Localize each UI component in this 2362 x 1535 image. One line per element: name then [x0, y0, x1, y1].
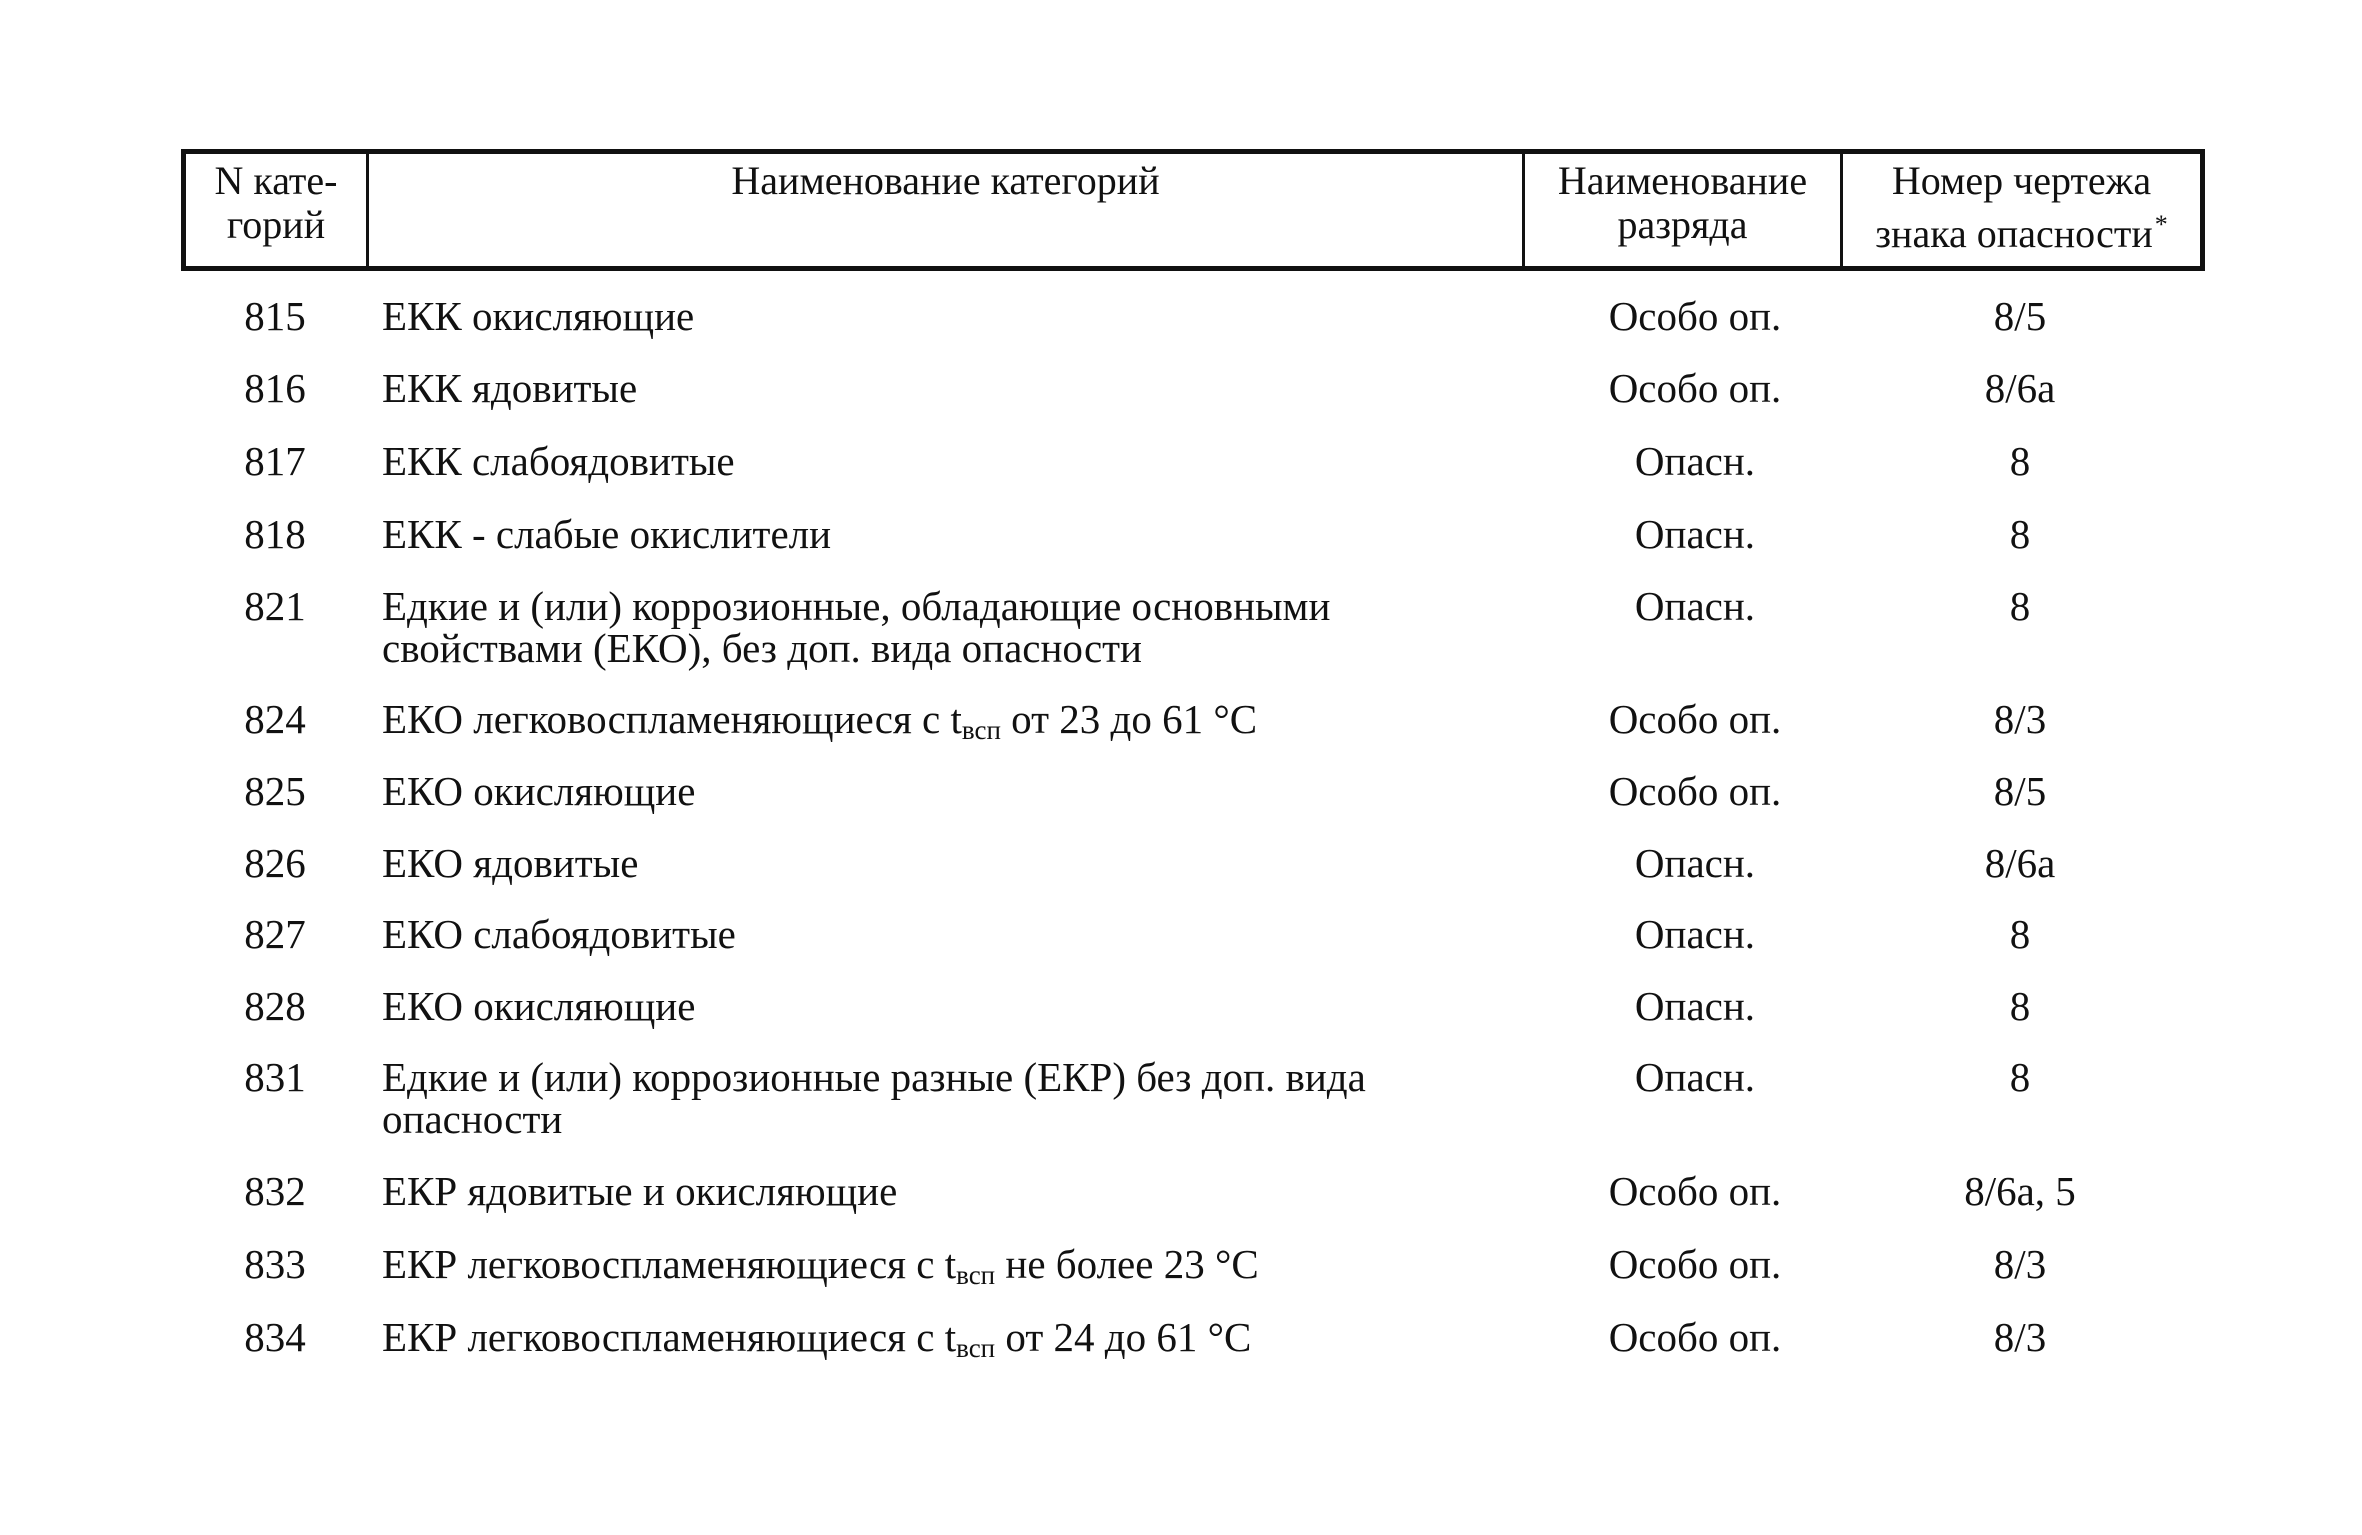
sign-drawing-number: 8/3 [1993, 1314, 2047, 1360]
category-name: ЕКР легковоспламеняющиеся с $t_{всп}$ от 24 до 61 °С [382, 1314, 1252, 1363]
category-name: ЕКК окисляющие [382, 293, 695, 339]
sign-drawing-number: 8 [2009, 1054, 2031, 1100]
category-name: ЕКК ядовитые [382, 365, 638, 411]
rank-name: Особо оп. [1608, 365, 1782, 411]
category-number: 824 [244, 696, 306, 742]
header-category-number: N кате- горий [214, 158, 338, 247]
header-rank-name: Наименование разряда [1557, 158, 1808, 247]
rank-name: Особо оп. [1608, 293, 1782, 339]
sign-drawing-number: 8 [2009, 983, 2031, 1029]
category-number: 828 [244, 983, 306, 1029]
rank-name: Особо оп. [1608, 696, 1782, 742]
sign-drawing-number: 8/3 [1993, 1241, 2047, 1287]
rank-name: Опасн. [1634, 1054, 1756, 1100]
category-name: ЕКР легковоспламеняющиеся с $t_{всп}$ не более 23 °С [382, 1241, 1259, 1290]
category-number: 826 [244, 840, 306, 886]
rank-name: Опасн. [1634, 840, 1756, 886]
sign-drawing-number: 8 [2009, 583, 2031, 629]
category-name: ЕКО слабоядовитые [382, 911, 736, 957]
rank-name: Опасн. [1634, 583, 1756, 629]
category-number: 818 [244, 511, 306, 557]
rank-name: Особо оп. [1608, 768, 1782, 814]
category-name: ЕКО легковоспламеняющиеся с $t_{всп}$ от 23 до 61 °С [382, 696, 1258, 745]
category-number: 834 [244, 1314, 306, 1360]
category-number: 815 [244, 293, 306, 339]
header-sign-drawing-number: Номер чертежа знака опасности* [1875, 158, 2168, 256]
category-name: ЕКК слабоядовитые [382, 438, 735, 484]
category-number: 833 [244, 1241, 306, 1287]
sign-drawing-number: 8/5 [1993, 768, 2047, 814]
category-name: ЕКО окисляющие [382, 983, 696, 1029]
sign-drawing-number: 8 [2009, 911, 2031, 957]
rank-name: Особо оп. [1608, 1314, 1782, 1360]
rank-name: Опасн. [1634, 511, 1756, 557]
header-category-name: Наименование категорий [731, 158, 1160, 203]
category-name: ЕКР ядовитые и окисляющие [382, 1168, 898, 1214]
sign-drawing-number: 8/3 [1993, 696, 2047, 742]
sign-drawing-number: 8 [2009, 438, 2031, 484]
footnote-marker: * [2154, 210, 2168, 239]
sign-drawing-number: 8 [2009, 511, 2031, 557]
category-name: Едкие и (или) коррозионные разные (ЕКР) без доп. вида опасности [382, 1054, 1366, 1142]
category-number: 832 [244, 1168, 306, 1214]
sign-drawing-number: 8/6а [1984, 840, 2056, 886]
category-number: 831 [244, 1054, 306, 1100]
category-name: Едкие и (или) коррозионные, обладающие основными свойствами (ЕКО), без доп. вида опасности [382, 583, 1331, 671]
sign-drawing-number: 8/5 [1993, 293, 2047, 339]
rank-name: Особо оп. [1608, 1241, 1782, 1287]
sign-drawing-number: 8/6а, 5 [1964, 1168, 2076, 1214]
category-name: ЕКО окисляющие [382, 768, 696, 814]
category-name: ЕКК - слабые окислители [382, 511, 832, 557]
category-number: 825 [244, 768, 306, 814]
sign-drawing-number: 8/6а [1984, 365, 2056, 411]
category-number: 827 [244, 911, 306, 957]
category-number: 817 [244, 438, 306, 484]
rank-name: Опасн. [1634, 983, 1756, 1029]
rank-name: Особо оп. [1608, 1168, 1782, 1214]
rank-name: Опасн. [1634, 438, 1756, 484]
category-number: 821 [244, 583, 306, 629]
category-name: ЕКО ядовитые [382, 840, 639, 886]
rank-name: Опасн. [1634, 911, 1756, 957]
category-number: 816 [244, 365, 306, 411]
